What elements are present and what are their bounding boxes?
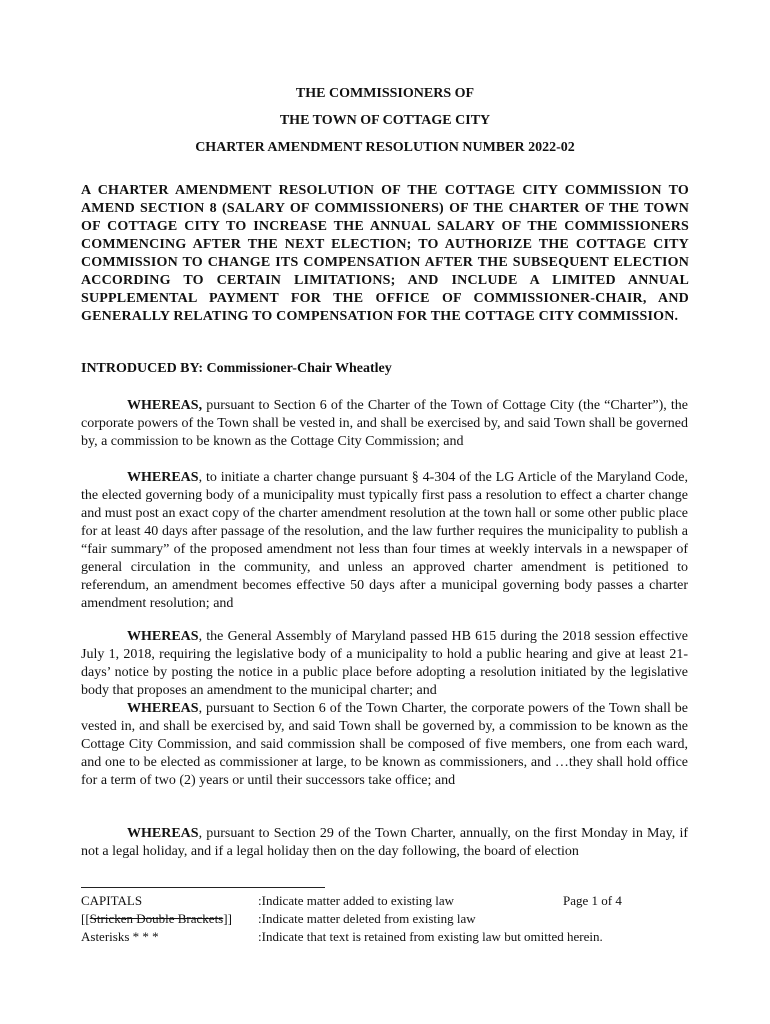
whereas-paragraph-1 (81, 397, 688, 451)
legend-key-asterisks: Asterisks * * * (81, 929, 159, 944)
paragraph-text: , to initiate a charter change pursuant § 4-304 of the LG Article of the Maryland Code, the elected governing body of a municipality must typically first pass a resolution to effect a charter change and must post an exact copy of the charter amendment resolution at the town hall or some other public place for at least 40 days after passage of the resolution, and the law further requires the municipality to publish a “fair summary” of the proposed amendment not less than four times at weekly intervals in a newspaper of general circulation in the community, and unless an approved charter amendment is petitioned to referendum, an amendment becomes effective 50 days after a municipal governing body passes a charter amendment resolution; and (81, 470, 688, 611)
whereas-paragraph-3 (81, 628, 688, 700)
footer-divider (81, 887, 325, 888)
whereas-paragraph-4 (81, 700, 688, 790)
header-line-2: THE TOWN OF COTTAGE CITY (279, 113, 491, 128)
whereas-paragraph-5 (81, 825, 688, 861)
legend-desc-capitals: :Indicate matter added to existing law (258, 893, 455, 908)
whereas-paragraph-2 (81, 469, 688, 613)
whereas-lead: WHEREAS (127, 826, 199, 841)
paragraph-text: , the General Assembly of Maryland passed HB 615 during the 2018 session effective July 1, 2018, requiring the legislative body of a municipality to hold a public hearing and give at least 21-days’ notice by posting the notice in a public place before adopting a resolution initiated by the legislative body that proposes an amendment to the municipal charter; and (81, 629, 688, 698)
whereas-lead: WHEREAS (127, 701, 199, 716)
legend-key-capitals: CAPITALS (81, 893, 143, 908)
whereas-lead: WHEREAS (127, 629, 199, 644)
header-line-3: CHARTER AMENDMENT RESOLUTION NUMBER 2022-02 (195, 140, 575, 155)
header-line-1: THE COMMISSIONERS OF (295, 86, 475, 101)
whereas-lead: WHEREAS (127, 470, 199, 485)
introduced-by: INTRODUCED BY: Commissioner-Chair Wheatley (81, 361, 392, 376)
legend-desc-brackets: :Indicate matter deleted from existing law (258, 911, 476, 926)
paragraph-text: pursuant to Section 6 of the Charter of the Town of Cottage City (the “Charter”), the corporate powers of the Town shall be vested in, and shall be exercised by, and said Town shall be governed by, a commission to be known as the Cottage City Commission; and (81, 398, 688, 449)
legend-desc-asterisks: :Indicate that text is retained from existing law but omitted herein. (258, 929, 603, 944)
legend-key-brackets: [[Stricken Double Brackets]] (81, 911, 232, 926)
paragraph-text: , pursuant to Section 29 of the Town Charter, annually, on the first Monday in May, if not a legal holiday, and if a legal holiday then on the day following, the board of election (81, 826, 688, 859)
resolution-title: A CHARTER AMENDMENT RESOLUTION OF THE COTTAGE CITY COMMISSION TO AMEND SECTION 8 (SALARY OF COMMISSIONERS) OF THE CHARTER OF THE TOWN OF COTTAGE CITY TO INCREASE THE ANNUAL SALARY OF THE COMMISSIONERS COMMENCING AFTER THE NEXT ELECTION; TO AUTHORIZE THE COTTAGE CITY COMMISSION TO CHANGE ITS COMPENSATION AFTER THE SUBSEQUENT ELECTION ACCORDING TO CERTAIN LIMITATIONS; AND INCLUDE A LIMITED ANNUAL SUPPLEMENTAL PAYMENT FOR THE OFFICE OF COMMISSIONER-CHAIR, AND GENERALLY RELATING TO COMPENSATION FOR THE COTTAGE CITY COMMISSION. (81, 183, 689, 324)
page-number: Page 1 of 4 (563, 893, 622, 908)
paragraph-text: , pursuant to Section 6 of the Town Charter, the corporate powers of the Town shall be vested in, and shall be exercised by, and said Town shall be governed by, a commission to be known as the Cottage City Commission, and said commission shall be composed of five members, one from each ward, and one to be elected as commissioner at large, to be known as commissioners, and …they shall hold office for a term of two (2) years or until their successors take office; and (81, 701, 688, 788)
stricken-sample: Stricken Double Brackets (89, 911, 224, 926)
whereas-lead: WHEREAS, (127, 398, 203, 413)
